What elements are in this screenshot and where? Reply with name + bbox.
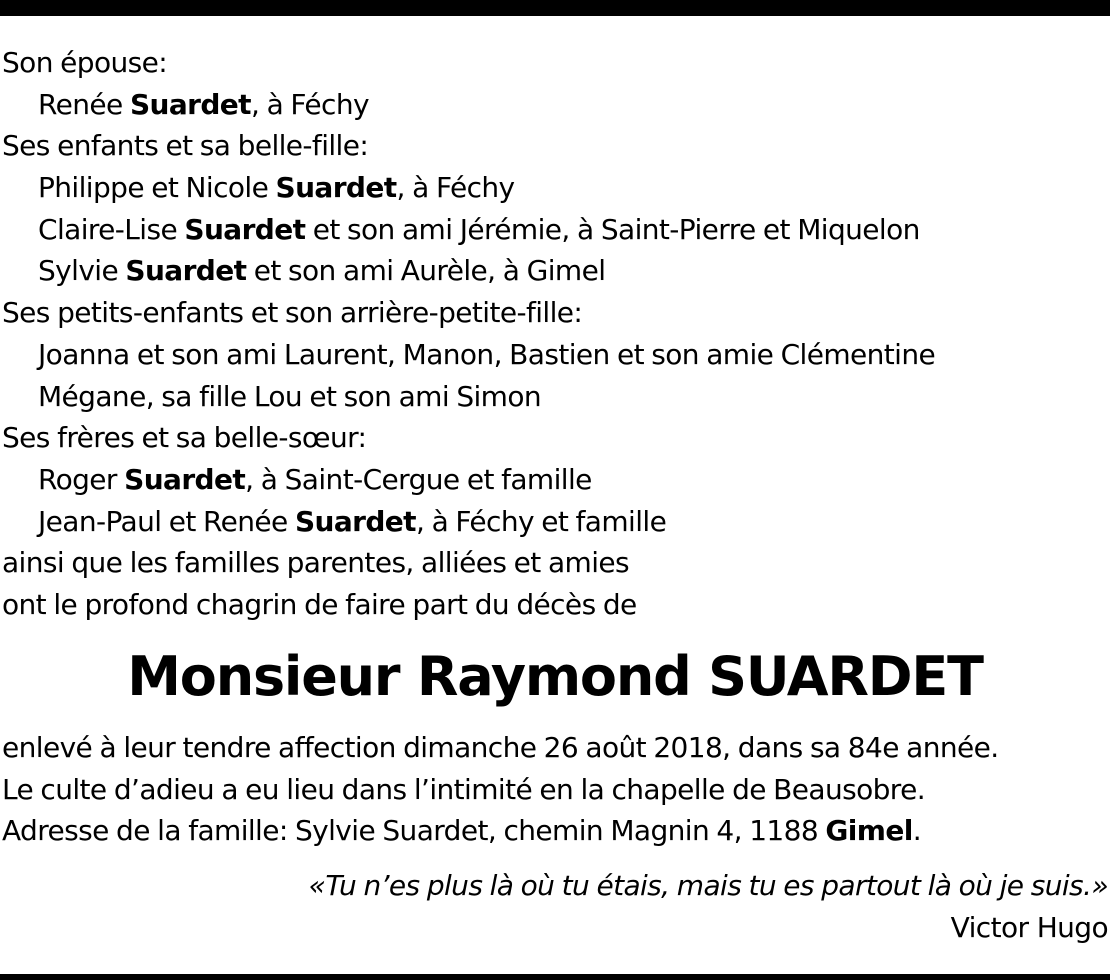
surname: Suardet [275,171,397,205]
address-text: Adresse de la famille: Sylvie Suardet, chemin Magnin 4, 1188 [2,814,826,848]
service-line: Le culte d’adieu a eu lieu dans l’intimité en la chapelle de Beausobre. [2,772,926,806]
surname: Suardet [129,87,251,121]
top-rule [0,0,1110,16]
sibling-entry [2,501,1108,543]
bottom-rule [0,974,1110,980]
child-entry [2,167,1108,209]
spouse-heading: Son épouse: [2,46,168,79]
deceased-name: Monsieur Raymond SUARDET [127,645,983,708]
entry-details: et son ami Aurèle, à Gimel [246,254,606,288]
given-names: Renée [38,87,130,121]
children-heading: Ses enfants et sa belle-fille: [2,129,369,163]
address-line [2,810,1108,852]
intro-line: ont le profond chagrin de faire part du décès de [2,587,637,621]
given-names: Jean-Paul et Renée [38,504,295,538]
spouse-entry [2,84,1108,126]
given-names: Claire-Lise [38,212,185,246]
entry-details: , à Féchy et famille [415,504,667,538]
given-names: Philippe et Nicole [38,171,276,205]
passing-line: enlevé à leur tendre affection dimanche 26 août 2018, dans sa 84e année. [2,731,999,764]
entry-details: et son ami Jérémie, à Saint-Pierre et Miquelon [305,212,920,246]
quote-author: Victor Hugo [950,911,1108,944]
address-city: Gimel [825,814,913,848]
given-names: Roger [38,462,125,496]
siblings-heading: Ses frères et sa belle-sœur: [2,421,367,455]
entry-details: , à Saint-Cergue et famille [245,462,592,496]
grandchildren-heading: Ses petits-enfants et son arrière-petite-fille: [2,296,583,330]
closing-details [2,727,1108,852]
entry-details: , à Féchy [250,87,369,121]
surname: Suardet [184,212,306,246]
surname: Suardet [294,504,416,538]
entry-details: , à Féchy [396,171,515,205]
child-entry [2,209,1108,251]
address-suffix: . [912,814,922,848]
grandchildren-entry: Mégane, sa fille Lou et son ami Simon [38,379,542,413]
grandchildren-entry: Joanna et son ami Laurent, Manon, Bastien et son amie Clémentine [38,337,936,371]
child-entry [2,250,1108,292]
given-names: Sylvie [38,254,126,288]
family-list [2,42,1108,626]
surname: Suardet [125,254,247,288]
surname: Suardet [124,462,246,496]
quote-text: «Tu n’es plus là où tu étais, mais tu es partout là où je suis.» [308,869,1108,902]
sibling-entry [2,459,1108,501]
families-line: ainsi que les familles parentes, alliées et amies [2,546,630,580]
